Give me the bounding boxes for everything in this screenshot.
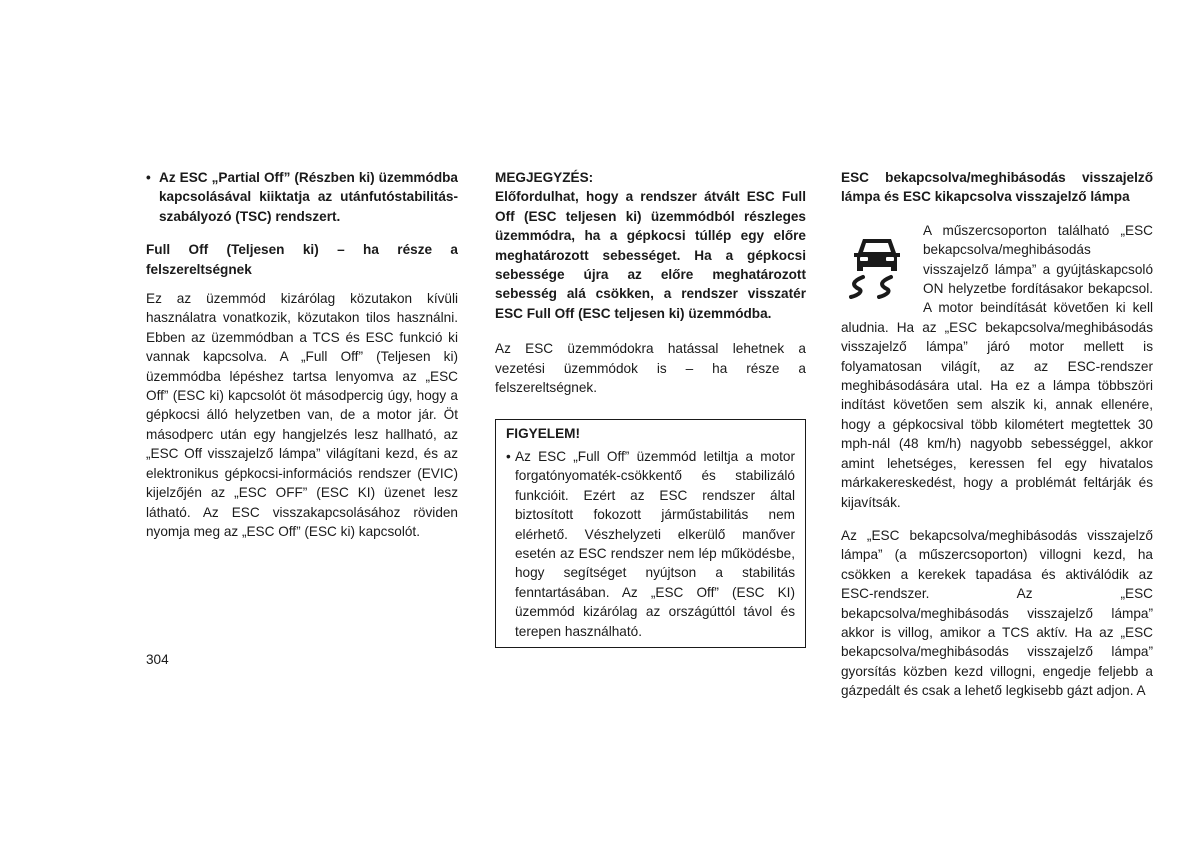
warning-item xyxy=(506,447,795,641)
bullet-partial-off xyxy=(146,168,458,226)
subheading-full-off: Full Off (Teljesen ki) – ha része a felszereltségnek xyxy=(146,242,458,277)
section-heading: ESC bekapcsolva/meghibásodás visszajelző lámpa és ESC kikapcsolva visszajelző lámpa xyxy=(841,170,1153,205)
right-column xyxy=(841,168,1153,701)
bullet-dot: • xyxy=(146,170,151,185)
middle-column xyxy=(495,168,806,648)
full-off-description: Ez az üzemmód kizárólag közutakon kívüli használatra vonatkozik, közutakon tilos használni. Ebben az üzemmódban a TCS és ESC funkció ki vannak kapcsolva. A „Full Off” (Teljesen ki) üzemmódba lépéshez tartsa lenyomva az „ESC Off” (ESC ki) kapcsolót öt másodpercig úgy, hogy a gépkocsi álló helyzetben van, de a motor jár. Öt másodperc után egy hangjelzés lesz hallható, az „ESC Off visszajelző lámpa” világítani kezd, és az elektronikus gépkocsi-információs rendszer (EVIC) kijelzőjén az „ESC OFF” (ESC KI) üzenet lesz látható. Az ESC visszakapcsolásához röviden nyomja meg az „ESC Off” (ESC ki) kapcsolót. xyxy=(146,291,458,539)
esc-lamp-paragraph-1: A műszercsoporton található „ESC bekapcsolva/meghibásodás visszajelző lámpa” a gyújtáskapcsoló ON helyzetbe fordításakor bekapcsol. A motor beindítását követően ki kell aludnia. Ha az „ESC bekapcsolva/meghibásodás visszajelző lámpa” járó motor mellett is folyamatosan világít, az az ESC-rendszer meghibásodására utal. Ha ez a lámpa többszöri indítást követően sem alszik ki, annak ellenére, hogy a gépkocsival több kilométert megtettek 30 mph-nál (48 km/h) nagyobb sebességgel, akkor amint lehetséges, keressen fel egy hivatalos márkakereskedést, hogy a problémát feltárják és kijavítsák. xyxy=(841,222,1153,510)
esc-lamp-paragraph-2: Az „ESC bekapcsolva/meghibásodás visszajelző lámpa” (a műszercsoporton) villogni kezd, ha csökken a kerekek tapadása és aktiválódik az ESC-rendszer. Az „ESC bekapcsolva/meghibásodás visszajelző lámpa” akkor is villog, amikor a TCS aktív. Ha az „ESC bekapcsolva/meghibásodás visszajelző lámpa” gyorsítás közben kezd villogni, engedje feljebb a gázpedált és csak a lehető legkisebb gázt adjon. A xyxy=(841,527,1153,699)
note-title: MEGJEGYZÉS: xyxy=(495,170,594,185)
left-column xyxy=(146,168,458,541)
warning-item-text: Az ESC „Full Off” üzemmód letiltja a motor forgatónyomaték-csökkentő és stabilizáló funkcióit. Ezért az ESC rendszer által biztosított fokozott járműstabilitás nem elérhető. Vészhelyzeti elkerülő manőver esetén az ESC rendszer nem lép működésbe, hogy segítséget nyújtson a stabilitás fenntartásában. Az „ESC Off” (ESC KI) üzemmód kizárólag az országúttól távol és terepen használható. xyxy=(515,448,795,639)
driving-modes-paragraph: Az ESC üzemmódokra hatással lehetnek a vezetési üzemmódok is – ha része a felszereltségnek. xyxy=(495,341,806,396)
esc-icon-graphic xyxy=(841,227,913,299)
esc-skidding-car-icon xyxy=(841,227,917,307)
bullet-dot: • xyxy=(506,448,511,464)
note-body: Előfordulhat, hogy a rendszer átvált ESC Full Off (ESC teljesen ki) üzemmódból részleges üzemmódra, ha a gépkocsi túllép egy előre meghatározott sebességet. Ha a gépkocsi sebessége újra az előre meghatározott sebesség alá csökken, a rendszer visszatér ESC Full Off (ESC teljesen ki) üzemmódba. xyxy=(495,189,806,321)
page-number: 304 xyxy=(146,652,169,667)
warning-title: FIGYELEM! xyxy=(506,426,581,442)
warning-box xyxy=(495,419,806,647)
bullet-text: Az ESC „Partial Off” (Részben ki) üzemmódba kapcsolásával kiiktatja az utánfutóstabilitás-szabályozó (TSC) rendszert. xyxy=(159,170,458,224)
